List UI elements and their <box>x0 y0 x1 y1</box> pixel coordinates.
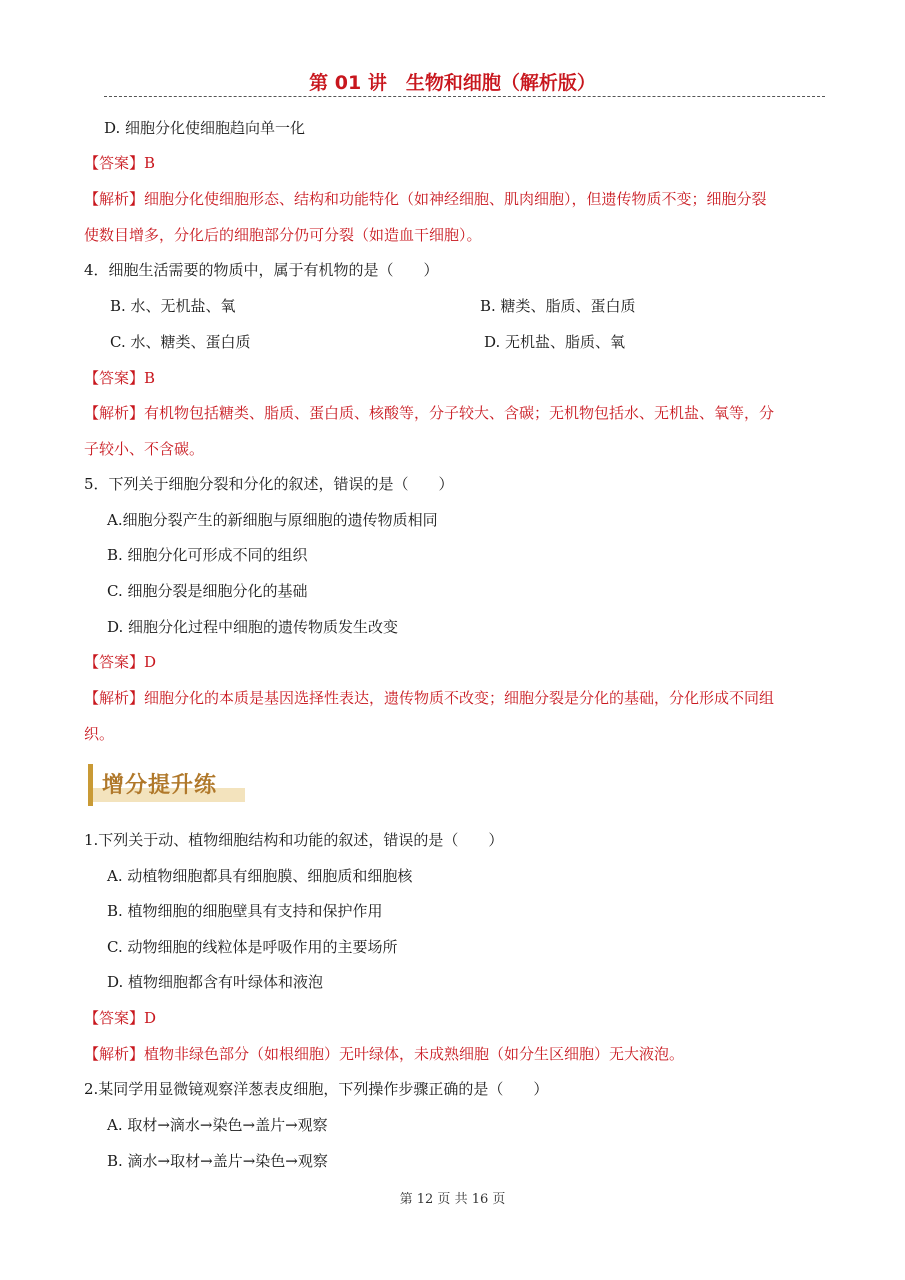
question-line: B. 滴水→取材→盖片→染色→观察 <box>107 1152 328 1170</box>
question-line: B. 细胞分化可形成不同的组织 <box>107 546 308 564</box>
answer-line: 【解析】细胞分化使细胞形态、结构和功能特化（如神经细胞、肌肉细胞），但遗传物质不变；细胞分裂 <box>84 190 767 208</box>
section-banner <box>88 762 248 808</box>
answer-line: 【解析】有机物包括糖类、脂质、蛋白质、核酸等，分子较大、含碳；无机物包括水、无机盐、氧等，分 <box>84 404 775 422</box>
question-line: B. 水、无机盐、氧 <box>110 297 236 315</box>
answer-line: 【答案】D <box>84 1009 157 1027</box>
question-line: D. 植物细胞都含有叶绿体和液泡 <box>107 973 324 991</box>
question-line: C. 水、糖类、蛋白质 <box>110 333 251 351</box>
question-line: B. 植物细胞的细胞壁具有支持和保护作用 <box>107 902 383 920</box>
page-title: 第 01 讲 生物和细胞（解析版） <box>309 72 596 94</box>
question-line: B. 糖类、脂质、蛋白质 <box>480 297 636 315</box>
answer-line: 【解析】植物非绿色部分（如根细胞）无叶绿体，未成熟细胞（如分生区细胞）无大液泡。 <box>84 1045 685 1063</box>
question-line: D. 细胞分化使细胞趋向单一化 <box>104 119 306 137</box>
answer-line: 【答案】B <box>84 154 156 172</box>
answer-line: 【答案】D <box>84 653 157 671</box>
answer-line: 【答案】B <box>84 369 156 387</box>
question-line: C. 细胞分裂是细胞分化的基础 <box>107 582 308 600</box>
question-line: 4．细胞生活需要的物质中，属于有机物的是（ ） <box>84 261 439 279</box>
question-line: 1.下列关于动、植物细胞结构和功能的叙述，错误的是（ ） <box>84 831 504 849</box>
answer-line: 织。 <box>84 725 115 743</box>
answer-line: 【解析】细胞分化的本质是基因选择性表达，遗传物质不改变；细胞分裂是分化的基础，分化形成不同组 <box>84 689 775 707</box>
question-line: 5．下列关于细胞分裂和分化的叙述，错误的是（ ） <box>84 475 454 493</box>
question-line: A.细胞分裂产生的新细胞与原细胞的遗传物质相同 <box>107 511 438 529</box>
section-heading: 增分提升练 <box>102 773 218 798</box>
question-line: A. 取材→滴水→染色→盖片→观察 <box>107 1116 328 1134</box>
question-line: D. 细胞分化过程中细胞的遗传物质发生改变 <box>107 618 399 636</box>
answer-line: 使数目增多，分化后的细胞部分仍可分裂（如造血干细胞）。 <box>84 226 482 244</box>
header-divider <box>104 96 825 97</box>
answer-line: 子较小、不含碳。 <box>84 440 205 458</box>
page-number: 第 12 页 共 16 页 <box>399 1192 506 1207</box>
question-line: D. 无机盐、脂质、氧 <box>484 333 626 351</box>
question-line: A. 动植物细胞都具有细胞膜、细胞质和细胞核 <box>107 867 413 885</box>
question-line: 2.某同学用显微镜观察洋葱表皮细胞，下列操作步骤正确的是（ ） <box>84 1080 549 1098</box>
question-line: C. 动物细胞的线粒体是呼吸作用的主要场所 <box>107 938 398 956</box>
